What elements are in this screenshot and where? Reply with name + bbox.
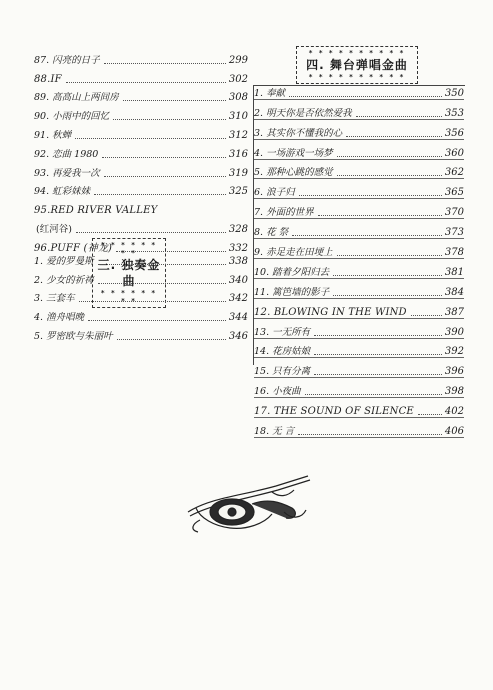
toc-entry[interactable] bbox=[254, 418, 464, 438]
leader-dots bbox=[104, 62, 226, 64]
entry-title: 3. 三套车 bbox=[34, 293, 75, 305]
leader-dots bbox=[418, 413, 442, 415]
leader-dots bbox=[314, 353, 442, 355]
entry-title: 2. 明天你是否依然爱我 bbox=[254, 107, 352, 119]
toc-entry[interactable] bbox=[254, 199, 464, 219]
toc-entry[interactable] bbox=[254, 279, 464, 299]
entry-page: 328 bbox=[228, 223, 248, 235]
entry-page: 310 bbox=[228, 111, 248, 123]
section-title: 四. 舞台弹唱金曲 bbox=[306, 58, 408, 72]
entry-page: 312 bbox=[228, 129, 248, 141]
entry-title: 96.PUFF (神龙) bbox=[34, 242, 113, 254]
toc-entry[interactable] bbox=[34, 66, 248, 85]
toc-entry[interactable] bbox=[254, 378, 464, 398]
entry-page: 319 bbox=[228, 167, 248, 179]
entry-title: 1. 奉献 bbox=[254, 87, 286, 99]
entry-title: 91. 秋蝉 bbox=[34, 129, 72, 141]
toc-entry[interactable] bbox=[34, 85, 248, 104]
toc-entry[interactable] bbox=[254, 140, 464, 160]
entry-page: 316 bbox=[228, 148, 248, 160]
leader-dots bbox=[75, 137, 226, 139]
toc-entry[interactable] bbox=[254, 120, 464, 140]
entry-title: 1. 爱的罗曼斯 bbox=[34, 255, 94, 267]
toc-entry[interactable] bbox=[34, 304, 248, 323]
leader-dots bbox=[298, 433, 442, 435]
leader-dots bbox=[314, 373, 442, 375]
leader-dots bbox=[318, 214, 442, 216]
leader-dots bbox=[333, 294, 442, 296]
toc-entry[interactable] bbox=[254, 160, 464, 180]
leader-dots bbox=[346, 135, 442, 137]
left-section-list bbox=[34, 248, 248, 342]
leader-dots bbox=[314, 334, 442, 336]
leader-dots bbox=[292, 234, 442, 236]
entry-page: 346 bbox=[228, 330, 248, 342]
entry-title: 6. 浪子归 bbox=[254, 187, 295, 199]
leader-dots bbox=[102, 156, 226, 158]
stars-bottom: * * * * * * * * bbox=[100, 289, 158, 305]
entry-page: 378 bbox=[444, 247, 464, 259]
toc-entry[interactable] bbox=[254, 339, 464, 359]
toc-entry[interactable] bbox=[34, 47, 248, 66]
entry-page: 390 bbox=[444, 326, 464, 338]
entry-title: 8. 花 祭 bbox=[254, 227, 289, 239]
entry-page: 398 bbox=[444, 386, 464, 398]
section-title: 三. 独奏金曲 bbox=[97, 258, 161, 288]
toc-entry[interactable] bbox=[254, 259, 464, 279]
toc-entry[interactable] bbox=[254, 299, 464, 319]
toc-entry[interactable] bbox=[34, 197, 248, 216]
toc-entry[interactable] bbox=[34, 216, 248, 235]
entry-title: 14. 花房姑娘 bbox=[254, 346, 311, 358]
right-column bbox=[254, 80, 464, 438]
entry-page: 370 bbox=[444, 207, 464, 219]
leader-dots bbox=[117, 338, 226, 340]
toc-entry[interactable] bbox=[34, 141, 248, 160]
entry-title: 88.IF bbox=[34, 73, 62, 85]
entry-title: 95.RED RIVER VALLEY bbox=[34, 205, 158, 217]
entry-title: (红河谷) bbox=[36, 223, 72, 235]
entry-page: 342 bbox=[228, 293, 248, 305]
entry-title: 4. 一场游戏一场梦 bbox=[254, 147, 333, 159]
section-heading-stage bbox=[296, 46, 418, 84]
leader-dots bbox=[411, 314, 442, 316]
leader-dots bbox=[104, 175, 226, 177]
stars-top: * * * * * * * * * * bbox=[308, 49, 406, 57]
leader-dots bbox=[356, 115, 442, 117]
entry-page: 365 bbox=[444, 187, 464, 199]
entry-title: 7. 外面的世界 bbox=[254, 207, 314, 219]
entry-title: 2. 少女的祈祷 bbox=[34, 274, 94, 286]
toc-entry[interactable] bbox=[34, 323, 248, 342]
toc-entry[interactable] bbox=[254, 219, 464, 239]
toc-entry[interactable] bbox=[34, 179, 248, 198]
leader-dots bbox=[289, 95, 442, 97]
entry-page: 392 bbox=[444, 346, 464, 358]
entry-page: 402 bbox=[444, 406, 464, 418]
leader-dots bbox=[66, 81, 226, 83]
entry-title: 12. BLOWING IN THE WIND bbox=[254, 306, 407, 318]
entry-page: 362 bbox=[444, 167, 464, 179]
leader-dots bbox=[305, 393, 442, 395]
leader-dots bbox=[299, 194, 442, 196]
entry-title: 4. 渔舟唱晚 bbox=[34, 312, 85, 324]
toc-entry[interactable] bbox=[34, 267, 248, 286]
toc-entry[interactable] bbox=[254, 319, 464, 339]
entry-title: 93. 再爱我一次 bbox=[34, 167, 100, 179]
entry-title: 5. 罗密欧与朱丽叶 bbox=[34, 330, 113, 342]
stars-bottom: * * * * * * * * * * bbox=[308, 73, 406, 81]
toc-entry[interactable] bbox=[34, 248, 248, 267]
leader-dots bbox=[337, 254, 442, 256]
entry-page: 396 bbox=[444, 366, 464, 378]
entry-page: 384 bbox=[444, 286, 464, 298]
toc-entry[interactable] bbox=[254, 398, 464, 418]
leader-dots bbox=[337, 174, 442, 176]
entry-page: 353 bbox=[444, 107, 464, 119]
entry-title: 89. 高高山上两间房 bbox=[34, 92, 119, 104]
toc-entry[interactable] bbox=[254, 80, 464, 100]
entry-page: 406 bbox=[444, 426, 464, 438]
toc-entry[interactable] bbox=[254, 100, 464, 120]
leader-dots bbox=[98, 263, 226, 265]
leader-dots bbox=[76, 231, 226, 233]
toc-entry[interactable] bbox=[34, 286, 248, 305]
entry-page: 340 bbox=[228, 274, 248, 286]
entry-page: 332 bbox=[228, 242, 248, 254]
entry-title: 16. 小夜曲 bbox=[254, 386, 301, 398]
entry-title: 17. THE SOUND OF SILENCE bbox=[254, 406, 414, 418]
toc-entry[interactable] bbox=[34, 103, 248, 122]
entry-page: 350 bbox=[444, 87, 464, 99]
entry-title: 87. 闪亮的日子 bbox=[34, 54, 100, 66]
entry-title: 90. 小雨中的回忆 bbox=[34, 111, 110, 123]
entry-page: 356 bbox=[444, 127, 464, 139]
entry-page: 387 bbox=[444, 306, 464, 318]
entry-title: 10. 踏着夕阳归去 bbox=[254, 266, 330, 278]
entry-title: 9. 赤足走在田埂上 bbox=[254, 247, 333, 259]
entry-page: 344 bbox=[228, 312, 248, 324]
entry-title: 15. 只有分离 bbox=[254, 366, 311, 378]
guitar-ornament-icon bbox=[180, 468, 320, 538]
leader-dots bbox=[88, 319, 226, 321]
leader-dots bbox=[94, 193, 226, 195]
left-column bbox=[34, 47, 248, 254]
entry-page: 308 bbox=[228, 92, 248, 104]
entry-title: 11. 篱笆墙的影子 bbox=[254, 286, 330, 298]
entry-title: 18. 无 言 bbox=[254, 426, 295, 438]
entry-page: 381 bbox=[444, 266, 464, 278]
entry-title: 94. 虹彩妹妹 bbox=[34, 186, 91, 198]
toc-entry[interactable] bbox=[254, 239, 464, 259]
entry-title: 92. 恋曲 1980 bbox=[34, 148, 99, 160]
toc-entry[interactable] bbox=[34, 122, 248, 141]
leader-dots bbox=[113, 118, 226, 120]
leader-dots bbox=[337, 155, 442, 157]
entry-page: 302 bbox=[228, 73, 248, 85]
entry-title: 13. 一无所有 bbox=[254, 326, 311, 338]
leader-dots bbox=[333, 274, 442, 276]
stars-top: * * * * * * * * bbox=[100, 241, 158, 257]
leader-dots bbox=[79, 300, 226, 302]
entry-page: 299 bbox=[228, 54, 248, 66]
toc-entry[interactable] bbox=[254, 179, 464, 199]
leader-dots bbox=[98, 282, 226, 284]
toc-entry[interactable] bbox=[34, 160, 248, 179]
leader-dots bbox=[123, 99, 226, 101]
entry-title: 5. 那种心跳的感觉 bbox=[254, 167, 333, 179]
entry-page: 360 bbox=[444, 147, 464, 159]
entry-page: 373 bbox=[444, 227, 464, 239]
entry-page: 325 bbox=[228, 186, 248, 198]
entry-title: 3. 其实你不懂我的心 bbox=[254, 127, 343, 139]
toc-entry[interactable] bbox=[254, 358, 464, 378]
entry-page: 338 bbox=[228, 255, 248, 267]
